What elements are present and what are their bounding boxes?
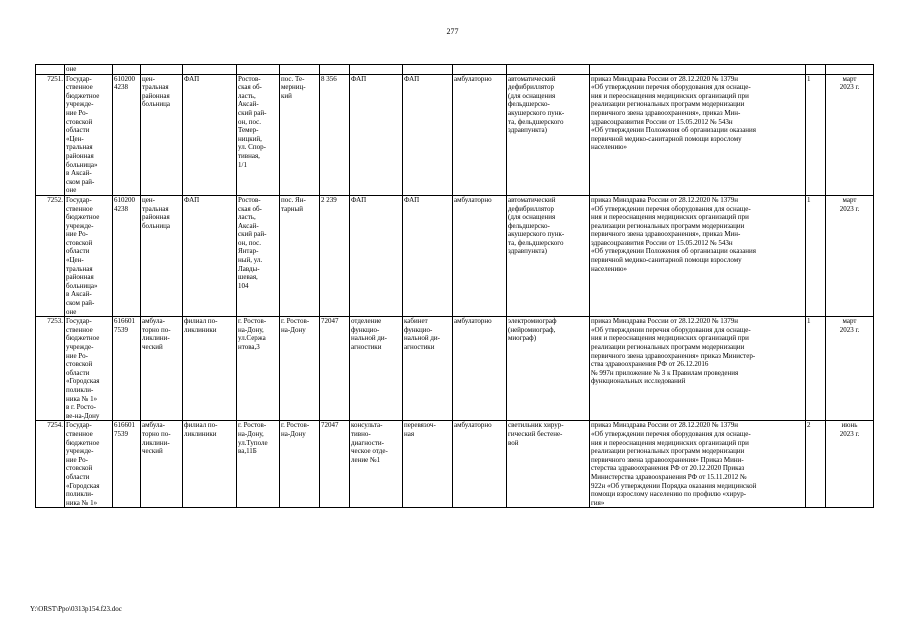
legal-basis: приказ Минздрава России от 28.12.2020 № 1379н «Об утверждении перечня оборудования для оснаще- ния и переоснащения медицинских организаций при реализации региональных программ модернизации первичного звена здравоохранения», приказ Мин- здравсоцразвития России от 15.05.2012 № 543н «Об утверждении Положения об организации оказания первичной медико-санитарной помощи взрослому населению» [590, 74, 806, 195]
care-condition: амбулаторно [453, 195, 507, 316]
equipment-name: светильник хирур- гический бестене- вой [507, 421, 590, 508]
sub-department: ФАП [403, 74, 453, 195]
locality: пос. Ян- тарный [280, 195, 320, 316]
table-row [36, 74, 874, 195]
quantity: 1 [806, 74, 826, 195]
equipment-name: автоматический дефибриллятор (для оснащения фельдшерско- акушерского пунк- та, фельдшерского здравпункта) [507, 74, 590, 195]
department: отделение функцио- нальной ди- агностики [350, 317, 403, 421]
unit-type: ФАП [183, 74, 237, 195]
unit-type: филиал по- ликлиники [183, 317, 237, 421]
address: Ростов- ская об- ласть, Аксай- ский рай- он, пос. Янтар- ный, ул. Лавды- шевая, 104 [237, 195, 280, 316]
row-number: 7253. [36, 317, 65, 421]
address: Ростов- ская об- ласть, Аксай- ский рай- он, пос. Темер- ницкий, ул. Спор- тивная, 1/1 [237, 74, 280, 195]
address: г. Ростов- на-Дону, ул.Туполе ва,11Б [237, 421, 280, 508]
sub-department: перевязоч- ная [403, 421, 453, 508]
department: ФАП [350, 74, 403, 195]
table-row [36, 421, 874, 508]
carryover-row [36, 65, 874, 75]
register-table [35, 64, 874, 508]
locality: г. Ростов- на-Дону [280, 421, 320, 508]
organization-name: Государ- ственное бюджетное учрежде- ние Ро- стовской области «Городская поликли- ника № 1» [65, 421, 113, 508]
unit-type: филиал по- ликлиники [183, 421, 237, 508]
page-number: 277 [446, 27, 459, 36]
organization-name: Государ- ственное бюджетное учрежде- ние Ро- стовской области «Цен- тральная районная больница» в Аксай- ском рай- оне [65, 195, 113, 316]
care-condition: амбулаторно [453, 74, 507, 195]
equipment-name: автоматический дефибриллятор (для оснащения фельдшерско- акушерского пунк- та, фельдшерского здравпункта) [507, 195, 590, 316]
branch-type: цен- тральная районная больница [141, 74, 183, 195]
organization-name: Государ- ственное бюджетное учрежде- ние Ро- стовской области «Цен- тральная районная больница» в Аксай- ском рай- оне [65, 74, 113, 195]
sub-department: ФАП [403, 195, 453, 316]
unit-type: ФАП [183, 195, 237, 316]
legal-basis: приказ Минздрава России от 28.12.2020 № 1379н «Об утверждении перечня оборудования для оснаще- ния и переоснащения медицинских организаций при реализации региональных программ модернизации первичного звена здравоохранения», приказ Мин- здравсоцразвития России от 15.05.2012 № 543н «Об утверждении Положения об организации оказания первичной медико-санитарной помощи взрослому населению» [590, 195, 806, 316]
equipment-name: электромиограф (нейромиограф, миограф) [507, 317, 590, 421]
quantity: 2 [806, 421, 826, 508]
table-row [36, 195, 874, 316]
delivery-date: март 2023 г. [826, 74, 874, 195]
department: ФАП [350, 195, 403, 316]
organization-name: Государ- ственное бюджетное учрежде- ние Ро- стовской области «Городская поликли- ника № 1» в г. Росто- ве-на-Дону [65, 317, 113, 421]
locality: г. Ростов- на-Дону [280, 317, 320, 421]
delivery-date: март 2023 г. [826, 317, 874, 421]
org-code: 616601 7539 [113, 421, 141, 508]
table-row [36, 317, 874, 421]
department: консульта- тивно- диагности- ческое отде- ление №1 [350, 421, 403, 508]
org-code: 610200 4238 [113, 195, 141, 316]
population: 8 356 [320, 74, 350, 195]
legal-basis: приказ Минздрава России от 28.12.2020 № 1379н «Об утверждении перечня оборудования для оснаще- ния и переоснащения медицинских организаций при реализации региональных программ модернизации первичного звена здравоохранения» приказ Министер- ства здравоохранения РФ от 26.12.2016 № 997н приложение № 3 к Правилам проведения функциональных исследований [590, 317, 806, 421]
legal-basis: приказ Минздрава России от 28.12.2020 № 1379н «Об утверждении перечня оборудования для оснаще- ния и переоснащения медицинских организаций при реализации региональных программ модернизации первичного звена здравоохранения» Приказ Мини- стерства здравоохранения РФ от 20.12.2020 Приказ Министерства здравоохранения РФ от 15.11.2012 № 922н «Об утверждении Порядка оказания медицинской помощи взрослому населению по профилю «хирур- гия» [590, 421, 806, 508]
branch-type: амбула- торно по- ликлини- ческий [141, 317, 183, 421]
org-code: 610200 4238 [113, 74, 141, 195]
row-number: 7254. [36, 421, 65, 508]
delivery-date: июнь 2023 г. [826, 421, 874, 508]
population: 72047 [320, 317, 350, 421]
address: г. Ростов- на-Дону, ул.Сержа нтова,3 [237, 317, 280, 421]
quantity: 1 [806, 195, 826, 316]
branch-type: амбула- торно по- ликлини- ческий [141, 421, 183, 508]
row-number: 7251. [36, 74, 65, 195]
care-condition: амбулаторно [453, 421, 507, 508]
care-condition: амбулаторно [453, 317, 507, 421]
population: 72047 [320, 421, 350, 508]
sub-department: кабинет функцио- нальной ди- агностики [403, 317, 453, 421]
org-code: 616601 7539 [113, 317, 141, 421]
row-number: 7252. [36, 195, 65, 316]
delivery-date: март 2023 г. [826, 195, 874, 316]
quantity: 1 [806, 317, 826, 421]
population: 2 239 [320, 195, 350, 316]
branch-type: цен- тральная районная больница [141, 195, 183, 316]
footer-path: Y:\ORST\Ppo\0313p154.f23.doc [30, 605, 122, 613]
locality: пос. Те- мерниц- кий [280, 74, 320, 195]
carryover-text: оне [65, 65, 113, 75]
